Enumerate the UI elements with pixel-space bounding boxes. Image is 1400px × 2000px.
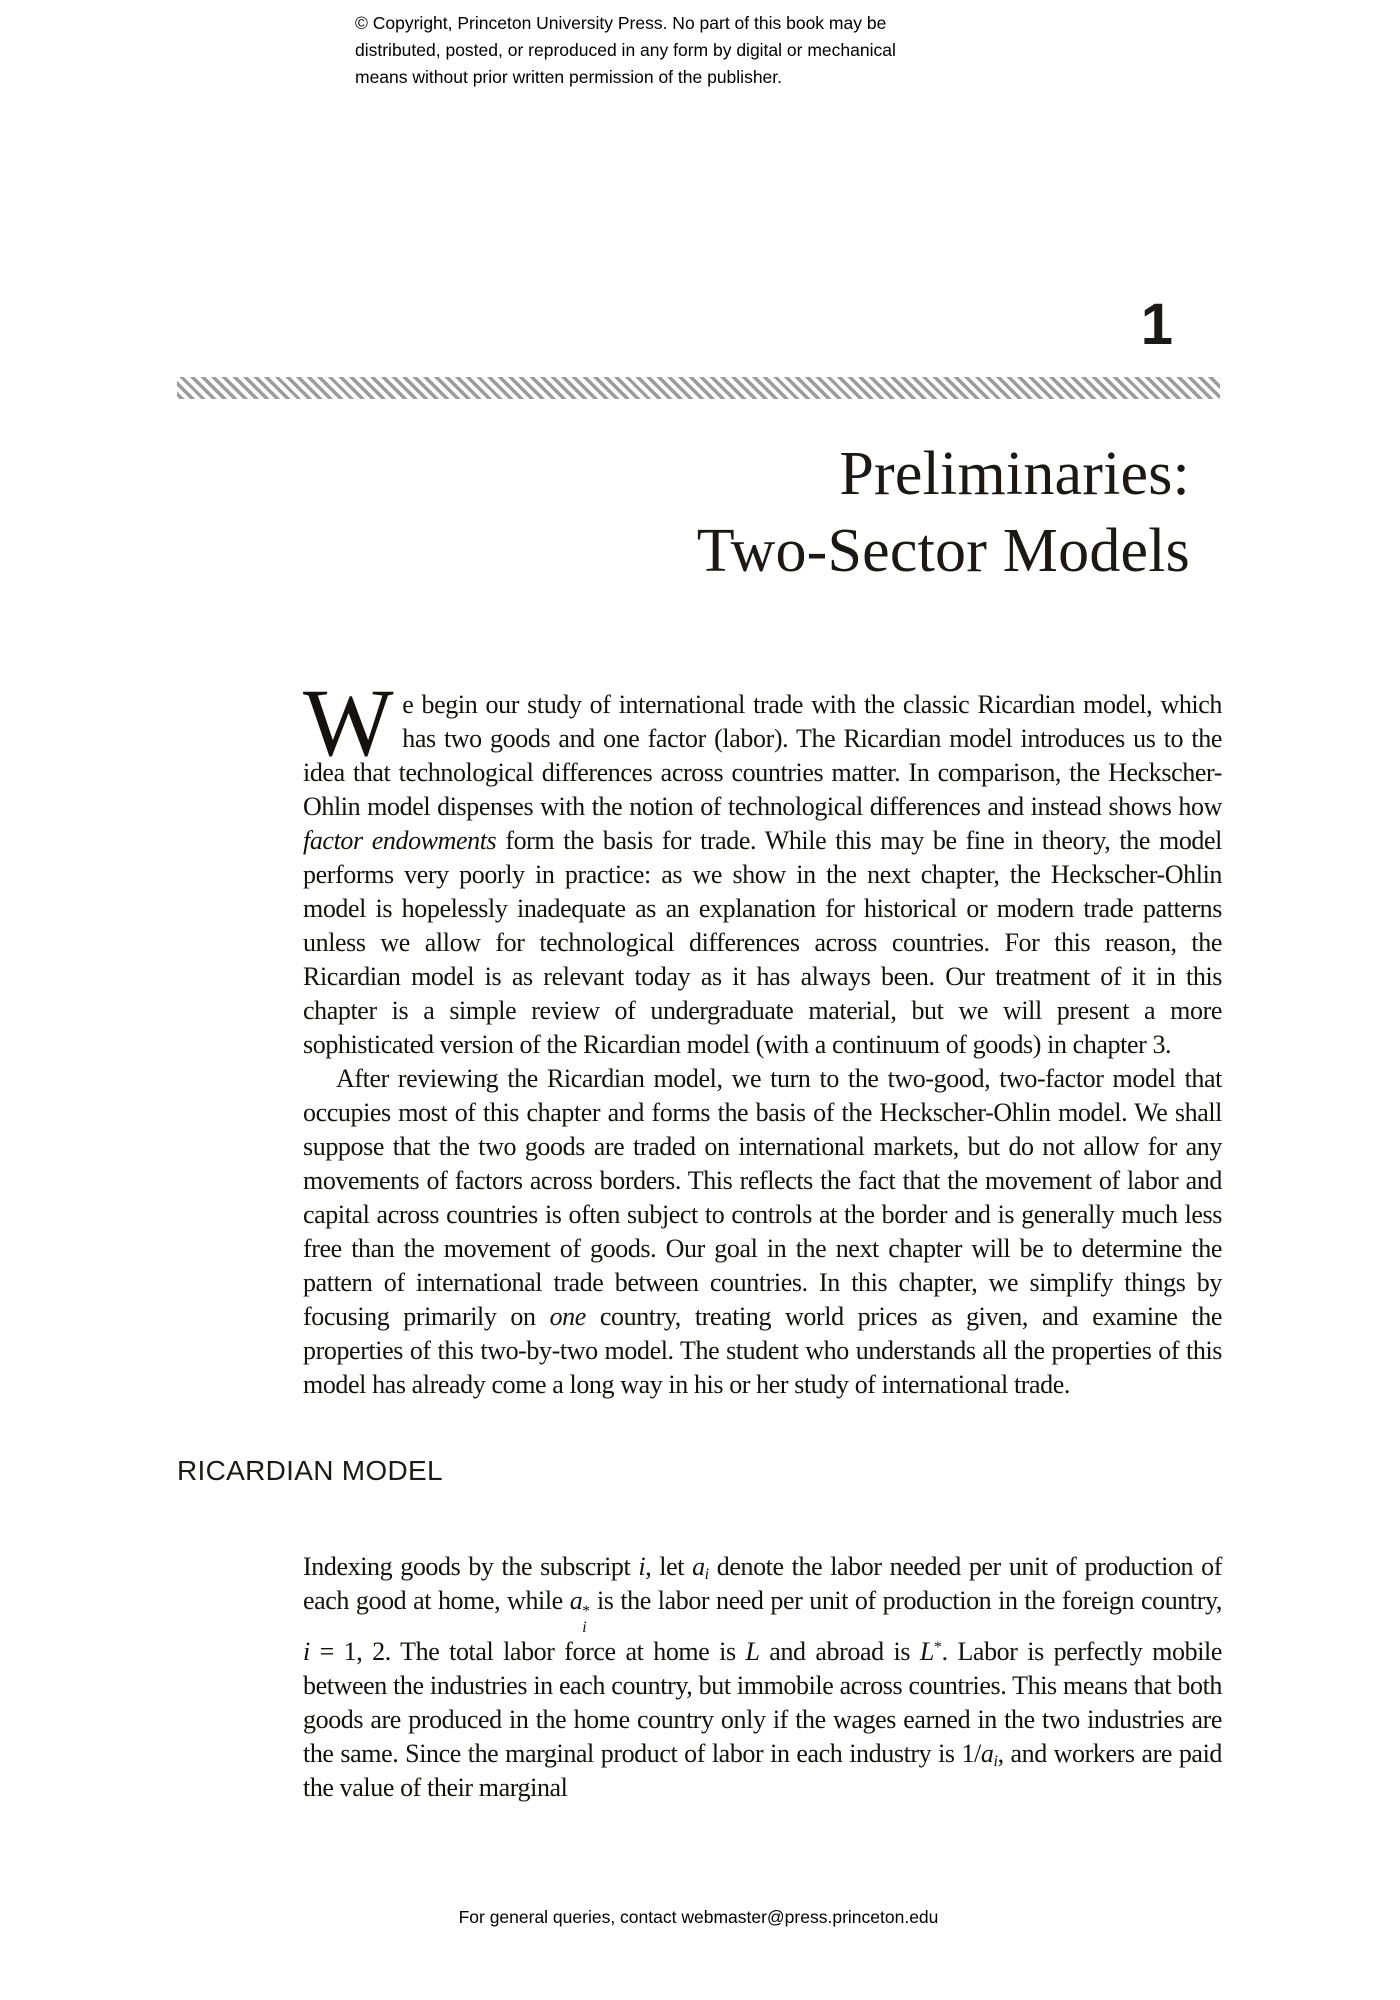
- section-paragraphs: [303, 1550, 1222, 1805]
- chapter-number: 1: [1140, 292, 1173, 357]
- copyright-line-3: means without prior written permission of the publisher.: [355, 67, 783, 87]
- chapter-title: [697, 436, 1190, 590]
- chapter-ribbon-rule: [177, 377, 1220, 399]
- chapter-title-line-1: Preliminaries:: [839, 440, 1190, 508]
- footer-query-line: For general queries, contact webmaster@press.princeton.edu: [458, 1907, 939, 1927]
- section-heading: RICARDIAN MODEL: [177, 1455, 443, 1486]
- chapter-title-line-2: Two-Sector Models: [696, 517, 1190, 585]
- intro-paragraphs: [303, 669, 1222, 1402]
- dropcap-letter: W: [303, 669, 394, 776]
- body-paragraph: After reviewing the Ricardian model, we turn to the two-good, two-factor model that occupies most of this chapter and forms the basis of the Heckscher-Ohlin model. We shall suppose that the two goods are traded on international markets, but do not allow for any movements of factors across borders. This reflects the fact that the movement of labor and capital across countries is often subject to controls at the border and is generally much less free than the movement of goods. Our goal in the next chapter will be to determine the pattern of international trade between countries. In this chapter, we simplify things by focusing primarily on one country, treating world prices as given, and examine the properties of this two-by-two model. The student who understands all the properties of this model has already come a long way in his or her study of international trade.: [303, 1064, 1222, 1399]
- copyright-line-1: © Copyright, Princeton University Press. No part of this book may be: [355, 13, 887, 33]
- body-paragraph: We begin our study of international trade with the classic Ricardian model, which has two goods and one factor (labor). The Ricardian model introduces us to the idea that technological differences across countries matter. In comparison, the Heckscher-Ohlin model dispenses with the notion of technological differences and instead shows how factor endowments form the basis for trade. While this may be fine in theory, the model performs very poorly in practice: as we show in the next chapter, the Heckscher-Ohlin model is hopelessly inadequate as an explanation for historical or modern trade patterns unless we allow for technological differences across countries. For this reason, the Ricardian model is as relevant today as it has always been. Our treatment of it in this chapter is a simple review of undergraduate material, but we will present a more sophisticated version of the Ricardian model (with a continuum of goods) in chapter 3.: [303, 669, 1222, 1059]
- copyright-line-2: distributed, posted, or reproduced in any form by digital or mechanical: [355, 40, 896, 60]
- body-paragraph: Indexing goods by the subscript i, let $a_i$ denote the labor needed per unit of production of each good at home, while a * i is the labor need per unit of production in the foreign country, i = 1, 2. The total labor force at home is L and abroad is L*. Labor is perfectly mobile between the industries in each country, but immobile across countries. This means that both goods are produced in the home country only if the wages earned in the two industries are the same. Since the marginal product of labor in each industry is $1/a_i$, and workers are paid the value of their marginal: [303, 1552, 1223, 1803]
- stacked-sup-sub: * i: [582, 1603, 591, 1636]
- body-column: [177, 669, 1223, 1805]
- copyright-notice: [355, 10, 1075, 91]
